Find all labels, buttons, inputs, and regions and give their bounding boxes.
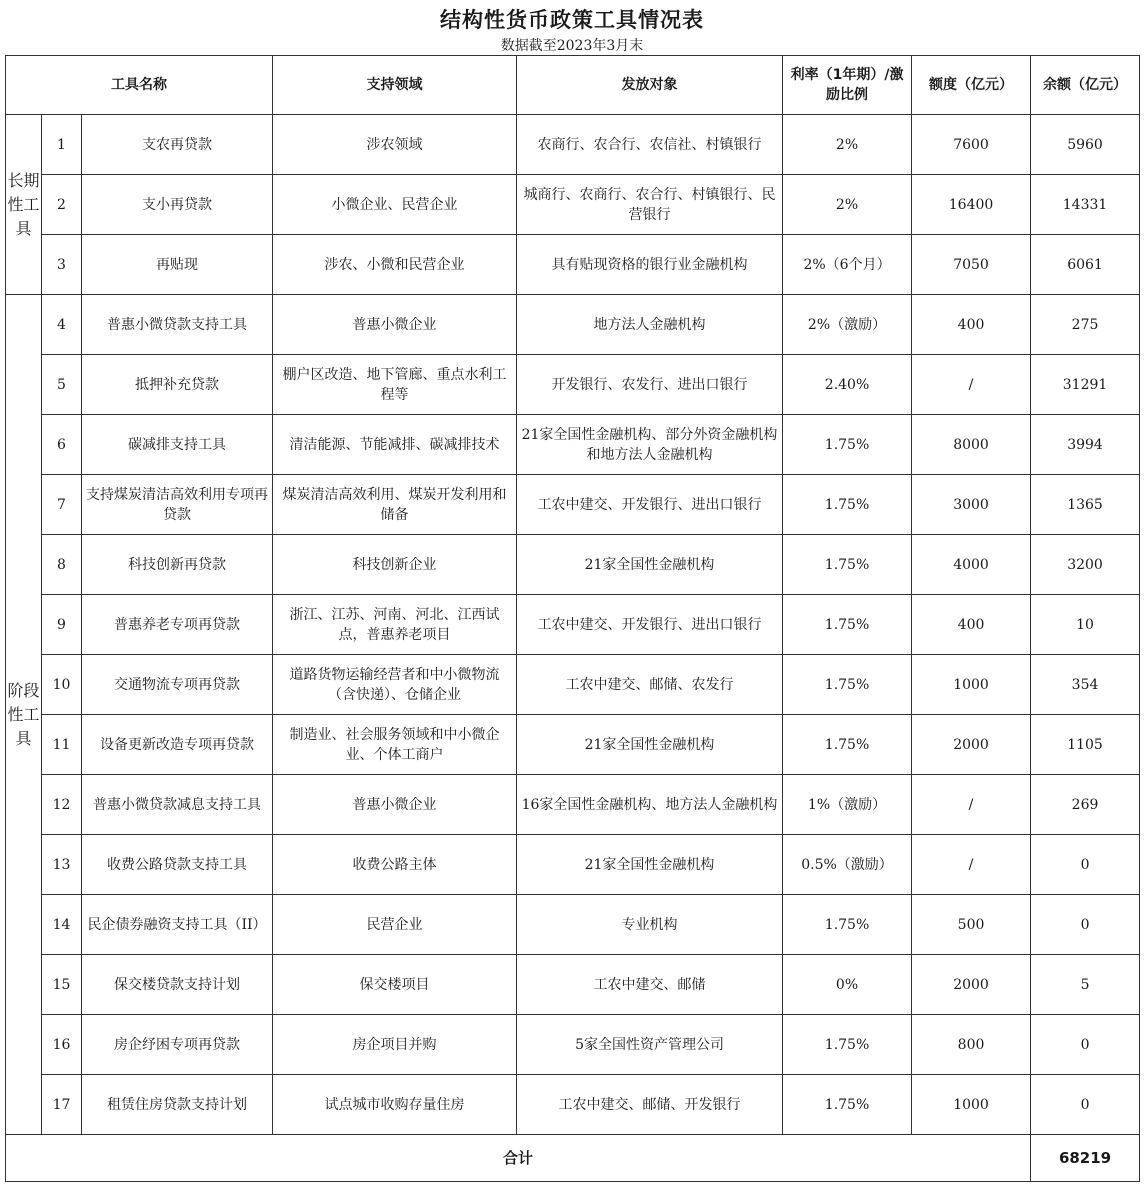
cell-rate: 0.5%（激励） bbox=[783, 835, 912, 895]
cell-quota: 400 bbox=[912, 595, 1031, 655]
cell-quota: 400 bbox=[912, 295, 1031, 355]
cell-support-field: 收费公路主体 bbox=[273, 835, 517, 895]
cell-tool-name: 房企纾困专项再贷款 bbox=[82, 1015, 273, 1075]
cell-quota: 7050 bbox=[912, 235, 1031, 295]
cell-quota: 1000 bbox=[912, 655, 1031, 715]
cell-support-field: 涉农、小微和民营企业 bbox=[273, 235, 517, 295]
cell-quota: 7600 bbox=[912, 115, 1031, 175]
cell-idx: 1 bbox=[42, 115, 82, 175]
cell-support-field: 道路货物运输经营者和中小微物流（含快递）、仓储企业 bbox=[273, 655, 517, 715]
cell-support-field: 普惠小微企业 bbox=[273, 775, 517, 835]
cell-idx: 3 bbox=[42, 235, 82, 295]
cell-target-institution: 城商行、农商行、农合行、村镇银行、民营银行 bbox=[517, 175, 783, 235]
cell-idx: 10 bbox=[42, 655, 82, 715]
cell-target-institution: 5家全国性资产管理公司 bbox=[517, 1015, 783, 1075]
header-rate: 利率（1年期）/激励比例 bbox=[783, 56, 912, 115]
cell-rate: 1.75% bbox=[783, 895, 912, 955]
cell-balance: 10 bbox=[1031, 595, 1140, 655]
cell-target-institution: 开发银行、农发行、进出口银行 bbox=[517, 355, 783, 415]
cell-idx: 7 bbox=[42, 475, 82, 535]
cell-rate: 2%（6个月） bbox=[783, 235, 912, 295]
header-field: 支持领域 bbox=[273, 56, 517, 115]
table-row bbox=[6, 835, 1140, 895]
cell-balance: 354 bbox=[1031, 655, 1140, 715]
cell-target-institution: 21家全国性金融机构 bbox=[517, 715, 783, 775]
table-row bbox=[6, 175, 1140, 235]
policy-tools-table bbox=[5, 55, 1140, 1182]
cell-quota: 8000 bbox=[912, 415, 1031, 475]
cell-balance: 3994 bbox=[1031, 415, 1140, 475]
cell-balance: 0 bbox=[1031, 835, 1140, 895]
cell-rate: 2.40% bbox=[783, 355, 912, 415]
cell-target-institution: 工农中建交、邮储、农发行 bbox=[517, 655, 783, 715]
cell-rate: 1.75% bbox=[783, 655, 912, 715]
total-label: 合计 bbox=[6, 1135, 1031, 1182]
cell-support-field: 制造业、社会服务领域和中小微企业、个体工商户 bbox=[273, 715, 517, 775]
header-row bbox=[6, 56, 1140, 115]
cell-balance: 5 bbox=[1031, 955, 1140, 1015]
cell-quota: / bbox=[912, 355, 1031, 415]
cell-target-institution: 21家全国性金融机构、部分外资金融机构和地方法人金融机构 bbox=[517, 415, 783, 475]
cell-idx: 8 bbox=[42, 535, 82, 595]
cell-support-field: 涉农领域 bbox=[273, 115, 517, 175]
total-balance: 68219 bbox=[1031, 1135, 1140, 1182]
header-name: 工具名称 bbox=[6, 56, 273, 115]
cell-support-field: 试点城市收购存量住房 bbox=[273, 1075, 517, 1135]
cell-tool-name: 支持煤炭清洁高效利用专项再贷款 bbox=[82, 475, 273, 535]
cell-target-institution: 具有贴现资格的银行业金融机构 bbox=[517, 235, 783, 295]
cell-rate: 1.75% bbox=[783, 595, 912, 655]
cell-quota: 4000 bbox=[912, 535, 1031, 595]
cell-tool-name: 普惠小微贷款减息支持工具 bbox=[82, 775, 273, 835]
cell-support-field: 煤炭清洁高效利用、煤炭开发利用和储备 bbox=[273, 475, 517, 535]
cell-quota: 3000 bbox=[912, 475, 1031, 535]
header-balance: 余额（亿元） bbox=[1031, 56, 1140, 115]
cell-balance: 3200 bbox=[1031, 535, 1140, 595]
cell-idx: 12 bbox=[42, 775, 82, 835]
cell-balance: 1105 bbox=[1031, 715, 1140, 775]
cell-idx: 5 bbox=[42, 355, 82, 415]
cell-target-institution: 工农中建交、邮储、开发银行 bbox=[517, 1075, 783, 1135]
cell-support-field: 小微企业、民营企业 bbox=[273, 175, 517, 235]
cell-quota: 1000 bbox=[912, 1075, 1031, 1135]
cell-balance: 5960 bbox=[1031, 115, 1140, 175]
cell-idx: 13 bbox=[42, 835, 82, 895]
cell-tool-name: 民企债券融资支持工具（II） bbox=[82, 895, 273, 955]
cell-target-institution: 21家全国性金融机构 bbox=[517, 535, 783, 595]
cell-tool-name: 交通物流专项再贷款 bbox=[82, 655, 273, 715]
cell-rate: 1.75% bbox=[783, 715, 912, 775]
cell-idx: 15 bbox=[42, 955, 82, 1015]
cell-tool-name: 抵押补充贷款 bbox=[82, 355, 273, 415]
cell-idx: 11 bbox=[42, 715, 82, 775]
page-title: 结构性货币政策工具情况表 bbox=[440, 8, 704, 32]
category-long: 长期性工具 bbox=[6, 115, 42, 295]
cell-quota: / bbox=[912, 775, 1031, 835]
cell-rate: 1.75% bbox=[783, 1075, 912, 1135]
cell-rate: 1.75% bbox=[783, 535, 912, 595]
cell-rate: 2% bbox=[783, 175, 912, 235]
category-stage: 阶段性工具 bbox=[6, 295, 42, 1135]
table-row bbox=[6, 535, 1140, 595]
cell-target-institution: 农商行、农合行、农信社、村镇银行 bbox=[517, 115, 783, 175]
cell-balance: 6061 bbox=[1031, 235, 1140, 295]
table-row bbox=[6, 1075, 1140, 1135]
table-row bbox=[6, 655, 1140, 715]
cell-tool-name: 支农再贷款 bbox=[82, 115, 273, 175]
cell-rate: 1.75% bbox=[783, 1015, 912, 1075]
cell-rate: 1.75% bbox=[783, 415, 912, 475]
cell-support-field: 科技创新企业 bbox=[273, 535, 517, 595]
cell-tool-name: 普惠养老专项再贷款 bbox=[82, 595, 273, 655]
header-quota: 额度（亿元） bbox=[912, 56, 1031, 115]
page-subtitle: 数据截至2023年3月末 bbox=[500, 38, 644, 54]
table-row bbox=[6, 475, 1140, 535]
cell-target-institution: 地方法人金融机构 bbox=[517, 295, 783, 355]
cell-target-institution: 21家全国性金融机构 bbox=[517, 835, 783, 895]
cell-balance: 275 bbox=[1031, 295, 1140, 355]
header-target: 发放对象 bbox=[517, 56, 783, 115]
cell-support-field: 房企项目并购 bbox=[273, 1015, 517, 1075]
table-row bbox=[6, 235, 1140, 295]
table-row bbox=[6, 295, 1140, 355]
cell-balance: 1365 bbox=[1031, 475, 1140, 535]
cell-tool-name: 设备更新改造专项再贷款 bbox=[82, 715, 273, 775]
cell-target-institution: 工农中建交、开发银行、进出口银行 bbox=[517, 595, 783, 655]
cell-idx: 6 bbox=[42, 415, 82, 475]
table-row bbox=[6, 1015, 1140, 1075]
cell-support-field: 民营企业 bbox=[273, 895, 517, 955]
cell-tool-name: 科技创新再贷款 bbox=[82, 535, 273, 595]
cell-rate: 1.75% bbox=[783, 475, 912, 535]
cell-target-institution: 专业机构 bbox=[517, 895, 783, 955]
cell-support-field: 浙江、江苏、河南、河北、江西试点，普惠养老项目 bbox=[273, 595, 517, 655]
cell-tool-name: 收费公路贷款支持工具 bbox=[82, 835, 273, 895]
cell-support-field: 清洁能源、节能减排、碳减排技术 bbox=[273, 415, 517, 475]
cell-quota: / bbox=[912, 835, 1031, 895]
cell-target-institution: 16家全国性金融机构、地方法人金融机构 bbox=[517, 775, 783, 835]
cell-balance: 0 bbox=[1031, 1075, 1140, 1135]
cell-idx: 2 bbox=[42, 175, 82, 235]
cell-rate: 0% bbox=[783, 955, 912, 1015]
table-row bbox=[6, 955, 1140, 1015]
cell-balance: 0 bbox=[1031, 1015, 1140, 1075]
cell-balance: 14331 bbox=[1031, 175, 1140, 235]
cell-balance: 31291 bbox=[1031, 355, 1140, 415]
cell-tool-name: 租赁住房贷款支持计划 bbox=[82, 1075, 273, 1135]
table-row bbox=[6, 415, 1140, 475]
cell-balance: 269 bbox=[1031, 775, 1140, 835]
table-row bbox=[6, 775, 1140, 835]
cell-idx: 9 bbox=[42, 595, 82, 655]
cell-support-field: 普惠小微企业 bbox=[273, 295, 517, 355]
cell-idx: 17 bbox=[42, 1075, 82, 1135]
cell-balance: 0 bbox=[1031, 895, 1140, 955]
cell-quota: 2000 bbox=[912, 715, 1031, 775]
cell-idx: 14 bbox=[42, 895, 82, 955]
cell-support-field: 保交楼项目 bbox=[273, 955, 517, 1015]
cell-tool-name: 支小再贷款 bbox=[82, 175, 273, 235]
cell-tool-name: 碳减排支持工具 bbox=[82, 415, 273, 475]
cell-quota: 2000 bbox=[912, 955, 1031, 1015]
cell-tool-name: 保交楼贷款支持计划 bbox=[82, 955, 273, 1015]
cell-quota: 500 bbox=[912, 895, 1031, 955]
cell-support-field: 棚户区改造、地下管廊、重点水利工程等 bbox=[273, 355, 517, 415]
cell-rate: 2% bbox=[783, 115, 912, 175]
table-row bbox=[6, 355, 1140, 415]
cell-rate: 1%（激励） bbox=[783, 775, 912, 835]
cell-rate: 2%（激励） bbox=[783, 295, 912, 355]
cell-idx: 4 bbox=[42, 295, 82, 355]
cell-tool-name: 再贴现 bbox=[82, 235, 273, 295]
cell-target-institution: 工农中建交、邮储 bbox=[517, 955, 783, 1015]
cell-quota: 16400 bbox=[912, 175, 1031, 235]
cell-idx: 16 bbox=[42, 1015, 82, 1075]
table-row bbox=[6, 115, 1140, 175]
cell-quota: 800 bbox=[912, 1015, 1031, 1075]
total-row bbox=[6, 1135, 1140, 1182]
table-row bbox=[6, 595, 1140, 655]
table-row bbox=[6, 715, 1140, 775]
cell-tool-name: 普惠小微贷款支持工具 bbox=[82, 295, 273, 355]
table-row bbox=[6, 895, 1140, 955]
cell-target-institution: 工农中建交、开发银行、进出口银行 bbox=[517, 475, 783, 535]
